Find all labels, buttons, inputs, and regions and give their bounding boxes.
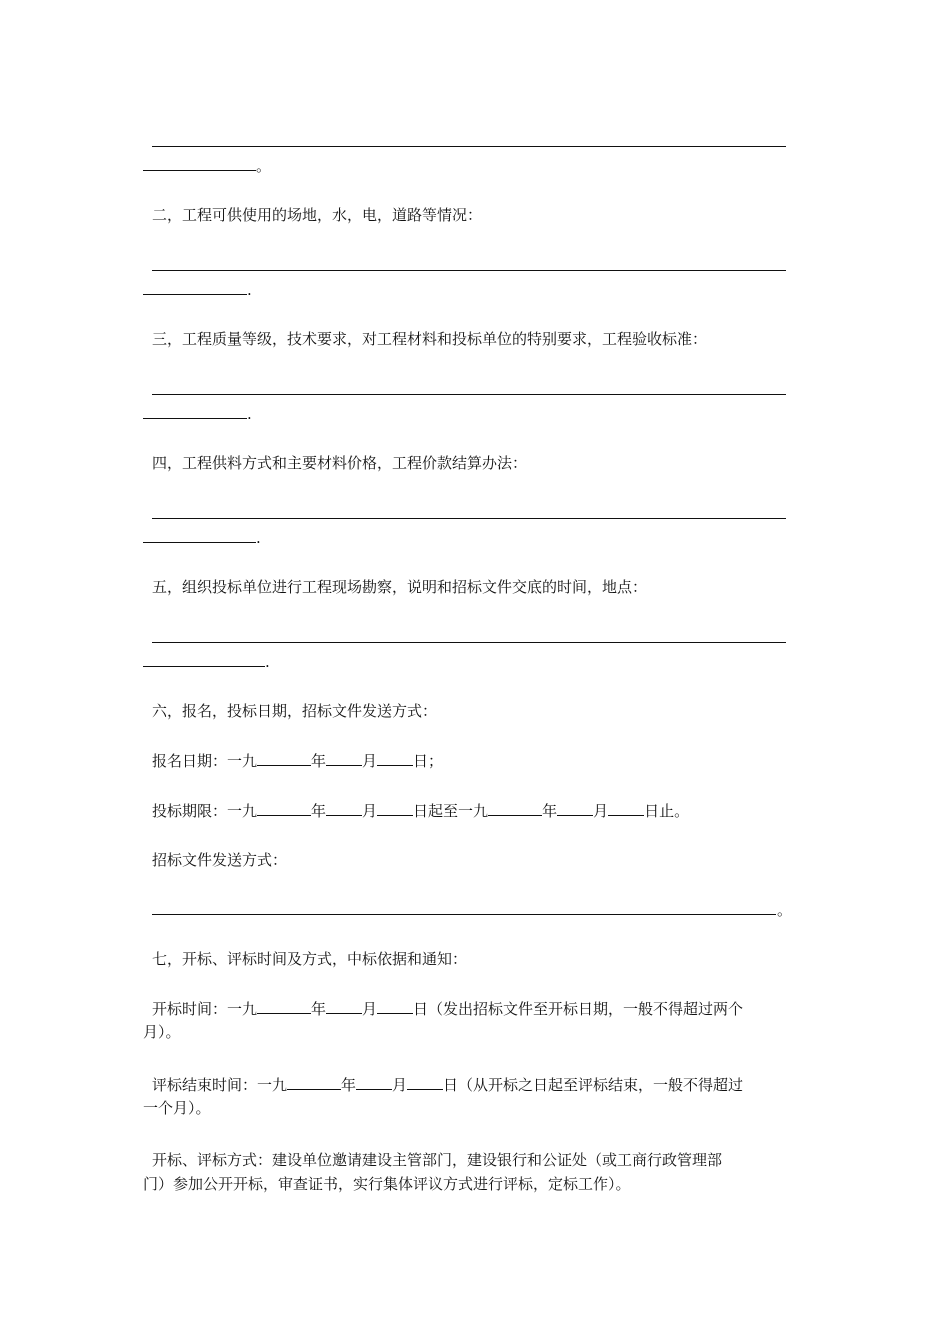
month-word: 月 [392,1076,408,1094]
line-end-mark: 。 [256,157,272,175]
line-end-mark: . [265,653,270,671]
fill-line[interactable] [152,642,786,643]
year-word: 年 [311,752,327,770]
opening-note-continued: 月）。 [143,1023,181,1041]
fill-line[interactable] [152,146,786,147]
evaluation-end-line [152,1074,743,1095]
line-end-mark: 。 [777,901,793,919]
line-end-mark: . [256,529,261,547]
month-word: 月 [362,802,378,820]
send-method-label: 招标文件发送方式： [152,851,288,869]
day-blank[interactable] [608,800,644,816]
from-day-word: 日起至一九 [413,802,489,820]
evaluation-end-label: 评标结束时间：一九 [152,1076,288,1094]
registration-date-line [152,750,443,771]
fill-line[interactable] [152,518,786,519]
fill-line[interactable] [143,418,247,419]
fill-line[interactable] [152,914,776,915]
bid-period-label: 投标期限：一九 [152,802,258,820]
evaluation-note: 日（从开标之日起至评标结束，一般不得超过 [443,1076,744,1094]
year-word: 年 [311,802,327,820]
bid-period-line [152,800,689,821]
month-word: 月 [362,1000,378,1018]
section-2-heading: 二，工程可供使用的场地，水，电，道路等情况： [152,206,483,224]
year-word: 年 [341,1076,357,1094]
day-blank[interactable] [377,800,413,816]
year-word: 年 [311,1000,327,1018]
evaluation-note-continued: 一个月）。 [143,1099,211,1117]
fill-line[interactable] [143,542,256,543]
day-word: 日； [413,752,444,770]
fill-line[interactable] [152,394,786,395]
fill-line[interactable] [143,170,256,171]
year-blank[interactable] [287,1074,341,1090]
line-end-mark: . [247,281,252,299]
section-3-heading: 三，工程质量等级，技术要求，对工程材料和投标单位的特别要求，工程验收标准： [152,330,708,348]
month-blank[interactable] [326,998,362,1014]
opening-time-label: 开标时间：一九 [152,1000,258,1018]
day-blank[interactable] [407,1074,443,1090]
opening-note: 日（发出招标文件至开标日期，一般不得超过两个 [413,1000,744,1018]
method-paragraph-line-2: 门）参加公开开标，审查证书，实行集体评议方式进行评标，定标工作）。 [143,1175,631,1193]
year-word: 年 [542,802,558,820]
month-word: 月 [593,802,609,820]
opening-time-line [152,998,743,1019]
month-blank[interactable] [326,750,362,766]
year-blank[interactable] [257,998,311,1014]
day-blank[interactable] [377,750,413,766]
to-day-word: 日止。 [644,802,690,820]
month-blank[interactable] [356,1074,392,1090]
section-4-heading: 四，工程供料方式和主要材料价格，工程价款结算办法： [152,454,528,472]
method-paragraph-line-1: 开标、评标方式：建设单位邀请建设主管部门，建设银行和公证处（或工商行政管理部 [152,1151,723,1169]
fill-line[interactable] [152,270,786,271]
year-blank[interactable] [257,800,311,816]
section-6-heading: 六，报名，投标日期，招标文件发送方式： [152,702,438,720]
year-blank[interactable] [257,750,311,766]
section-7-heading: 七，开标、评标时间及方式，中标依据和通知： [152,950,468,968]
line-end-mark: . [247,405,252,423]
month-blank[interactable] [326,800,362,816]
day-blank[interactable] [377,998,413,1014]
month-word: 月 [362,752,378,770]
month-blank[interactable] [557,800,593,816]
registration-date-label: 报名日期：一九 [152,752,258,770]
year-blank[interactable] [488,800,542,816]
fill-line[interactable] [143,294,247,295]
section-5-heading: 五，组织投标单位进行工程现场勘察，说明和招标文件交底的时间，地点： [152,578,648,596]
fill-line[interactable] [143,666,265,667]
